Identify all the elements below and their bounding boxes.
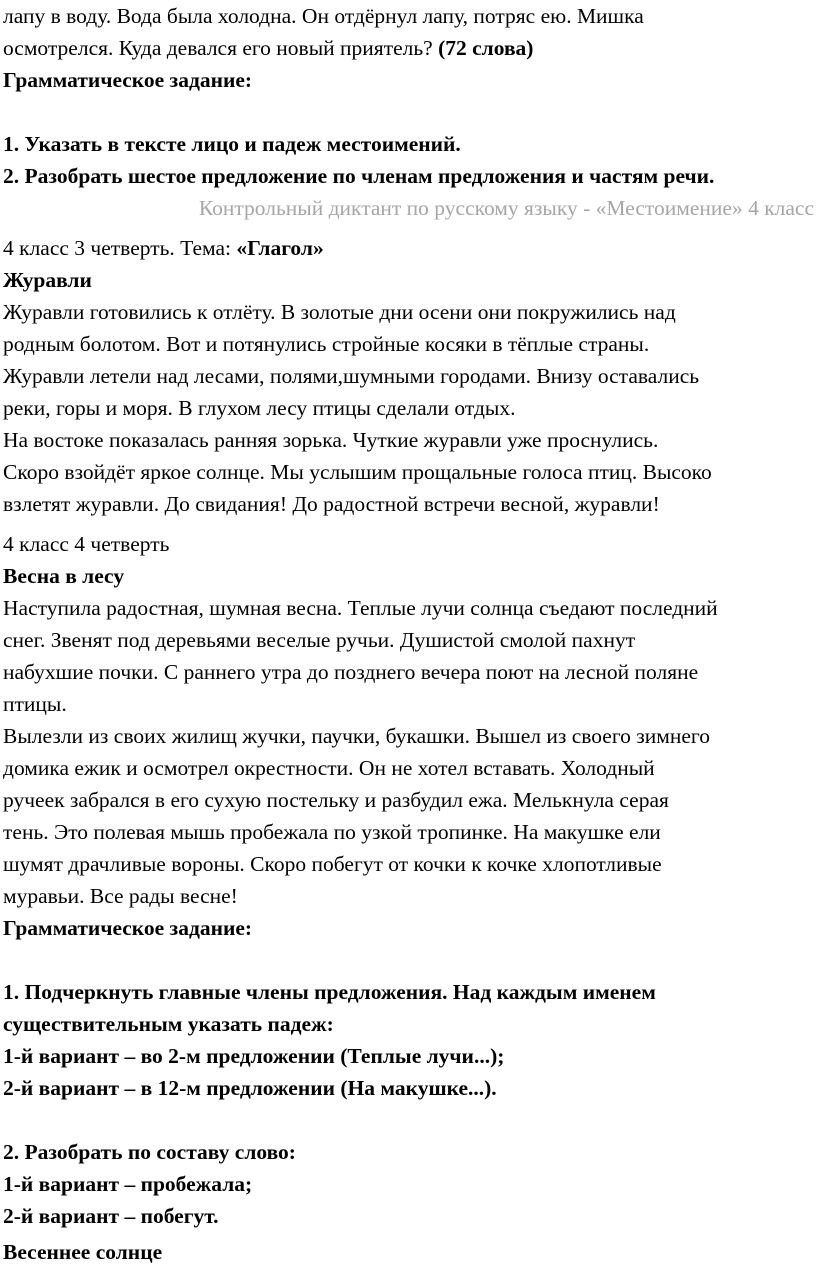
grammar-task: существительным указать падеж: xyxy=(3,1012,334,1036)
grammar-heading: Грамматическое задание: xyxy=(3,68,253,92)
grammar-task: 2-й вариант – побегут. xyxy=(3,1204,219,1228)
grammar-task: 1. Указать в тексте лицо и падеж местоимений. xyxy=(3,132,461,156)
text-line: ручеек забрался в его сухую постельку и разбудил ежа. Мелькнула серая xyxy=(3,788,669,812)
text-line: муравьи. Все рады весне! xyxy=(3,884,238,908)
dictation-title: Журавли xyxy=(3,268,92,292)
text-line: птицы. xyxy=(3,692,67,716)
text-line xyxy=(3,32,816,64)
grammar-task: 2. Разобрать шестое предложение по членам предложения и частям речи. xyxy=(3,164,715,188)
document-page xyxy=(3,0,816,1268)
text-fragment: осмотрелся. Куда девался его новый приятель? xyxy=(3,36,439,60)
text-line: Вылезли из своих жилищ жучки, паучки, букашки. Вышел из своего зимнего xyxy=(3,724,710,748)
word-count: (72 слова) xyxy=(438,36,534,60)
text-line: снег. Звенят под деревьями веселые ручьи. Душистой смолой пахнут xyxy=(3,628,636,652)
text-line: шумят драчливые вороны. Скоро побегут от кочки к кочке хлопотливые xyxy=(3,852,662,876)
text-line: Журавли готовились к отлёту. В золотые дни осени они покружились над xyxy=(3,300,676,324)
text-line: набухшие почки. С раннего утра до позднего вечера поют на лесной поляне xyxy=(3,660,699,684)
text-line: На востоке показалась ранняя зорька. Чуткие журавли уже проснулись. xyxy=(3,428,659,452)
text-line: родным болотом. Вот и потянулись стройные косяки в тёплые страны. xyxy=(3,332,650,356)
section-topic: «Глагол» xyxy=(236,236,324,260)
section-header xyxy=(3,232,816,264)
dictation-title: Весна в лесу xyxy=(3,564,125,588)
text-line: лапу в воду. Вода была холодна. Он отдёрнул лапу, потряс ею. Мишка xyxy=(3,4,644,28)
grammar-task: 1-й вариант – пробежала; xyxy=(3,1172,253,1196)
section-header-text: 4 класс 3 четверть. Тема: xyxy=(3,236,237,260)
text-line: Скоро взойдёт яркое солнце. Мы услышим прощальные голоса птиц. Высоко xyxy=(3,460,712,484)
grammar-task: 2-й вариант – в 12-м предложении (На макушке...). xyxy=(3,1076,497,1100)
text-line: Журавли летели над лесами, полями,шумными городами. Внизу оставались xyxy=(3,364,700,388)
text-line: домика ежик и осмотрел окрестности. Он не хотел вставать. Холодный xyxy=(3,756,655,780)
dictation-title: Весеннее солнце xyxy=(3,1240,163,1264)
grammar-heading: Грамматическое задание: xyxy=(3,916,253,940)
text-line: тень. Это полевая мышь пробежала по узкой тропинке. На макушке ели xyxy=(3,820,661,844)
grammar-task: 1. Подчеркнуть главные члены предложения. Над каждым именем xyxy=(3,980,656,1004)
grammar-task: 1-й вариант – во 2-м предложении (Теплые лучи...); xyxy=(3,1044,505,1068)
text-line: взлетят журавли. До свидания! До радостной встречи весной, журавли! xyxy=(3,492,660,516)
section-header: 4 класс 4 четверть xyxy=(3,532,170,556)
document-link[interactable]: Контрольный диктант по русскому языку - «Местоимение» 4 класс xyxy=(198,196,814,220)
text-line: Наступила радостная, шумная весна. Теплые лучи солнца съедают последний xyxy=(3,596,718,620)
grammar-task: 2. Разобрать по составу слово: xyxy=(3,1140,296,1164)
text-line: реки, горы и моря. В глухом лесу птицы сделали отдых. xyxy=(3,396,516,420)
